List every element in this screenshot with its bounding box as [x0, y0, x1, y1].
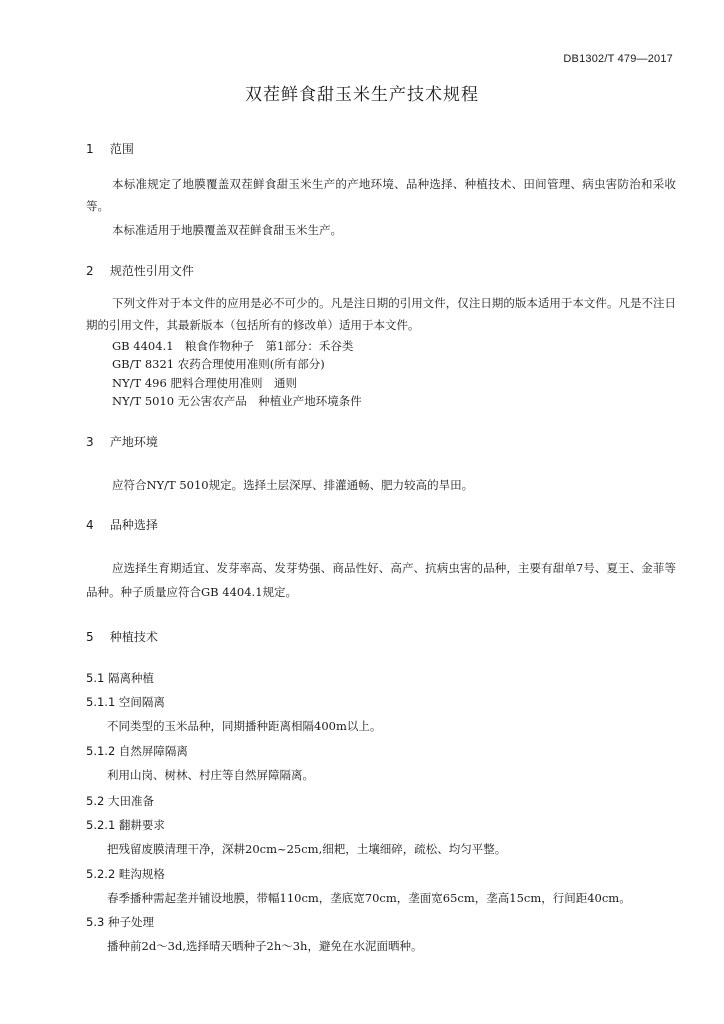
- section-number: 2: [86, 264, 94, 278]
- reference-item: NY/T 5010 无公害农产品 种植业产地环境条件: [112, 394, 362, 408]
- subsection-5-2-1-text: 把残留废膜清理干净，深耕20cm~25cm,细耙，土壤细碎，疏松、均匀平整。: [107, 842, 507, 856]
- section-2-heading: [86, 262, 194, 279]
- section-title: 规范性引用文件: [109, 264, 194, 278]
- subsection-5-3-heading: 5.3 种子处理: [86, 915, 154, 929]
- section-4-paragraph-1: 应选择生育期适宜、发芽率高、发芽势强、商品性好、高产、抗病虫害的品种，主要有甜单7号、夏王、金菲等品种。种子质量应符合GB 4404.1规定。: [86, 561, 676, 599]
- section-number: 4: [86, 518, 94, 532]
- reference-item: GB 4404.1 粮食作物种子 第1部分：禾谷类: [112, 339, 354, 353]
- section-2-paragraph-1: 下列文件对于本文件的应用是必不可少的。凡是注日期的引用文件，仅注日期的版本适用于本文件。凡是不注日期的引用文件，其最新版本（包括所有的修改单）适用于本文件。: [86, 296, 676, 332]
- section-title: 品种选择: [109, 518, 158, 532]
- subsection-5-2-1-heading: 5.2.1 翻耕要求: [86, 818, 165, 832]
- section-number: 3: [86, 435, 94, 449]
- section-number: 1: [86, 142, 94, 156]
- subsection-5-2-2-text: 春季播种需起垄并铺设地膜，带幅110cm，垄底宽70cm，垄面宽65cm，垄高15cm，行间距40cm。: [107, 891, 631, 905]
- section-4-heading: [86, 516, 158, 533]
- document-code: DB1302/T 479—2017: [563, 53, 673, 65]
- section-1-paragraph-1: 本标准规定了地膜覆盖双茬鲜食甜玉米生产的产地环境、品种选择、种植技术、田间管理、病虫害防治和采收等。: [86, 177, 676, 213]
- subsection-5-1-1-text: 不同类型的玉米品种，同期播种距离相隔400m以上。: [107, 719, 382, 733]
- subsection-5-1-1-heading: 5.1.1 空间隔离: [86, 695, 165, 709]
- section-title: 产地环境: [109, 435, 158, 449]
- section-1-paragraph-2: 本标准适用于地膜覆盖双茬鲜食甜玉米生产。: [112, 223, 342, 237]
- section-title: 种植技术: [109, 630, 158, 644]
- section-1-heading: [86, 140, 134, 157]
- document-title: 双茬鲜食甜玉米生产技术规程: [245, 85, 479, 105]
- subsection-5-1-2-text: 利用山岗、树林、村庄等自然屏障隔离。: [107, 768, 314, 782]
- reference-item: GB/T 8321 农药合理使用准则(所有部分): [112, 357, 325, 371]
- subsection-5-3-text: 播种前2d～3d,选择晴天晒种子2h～3h，避免在水泥面晒种。: [107, 939, 423, 953]
- subsection-5-2-2-heading: 5.2.2 畦沟规格: [86, 867, 165, 881]
- subsection-5-2-heading: 5.2 大田准备: [86, 794, 154, 808]
- section-3-heading: [86, 433, 158, 450]
- section-title: 范围: [109, 142, 134, 156]
- subsection-5-1-2-heading: 5.1.2 自然屏障隔离: [86, 744, 188, 758]
- section-number: 5: [86, 630, 94, 644]
- reference-item: NY/T 496 肥料合理使用准则 通则: [112, 376, 297, 390]
- subsection-5-1-heading: 5.1 隔离种植: [86, 671, 154, 685]
- section-5-heading: [86, 628, 158, 645]
- section-3-paragraph-1: 应符合NY/T 5010规定。选择土层深厚、排灌通畅、肥力较高的旱田。: [112, 478, 474, 492]
